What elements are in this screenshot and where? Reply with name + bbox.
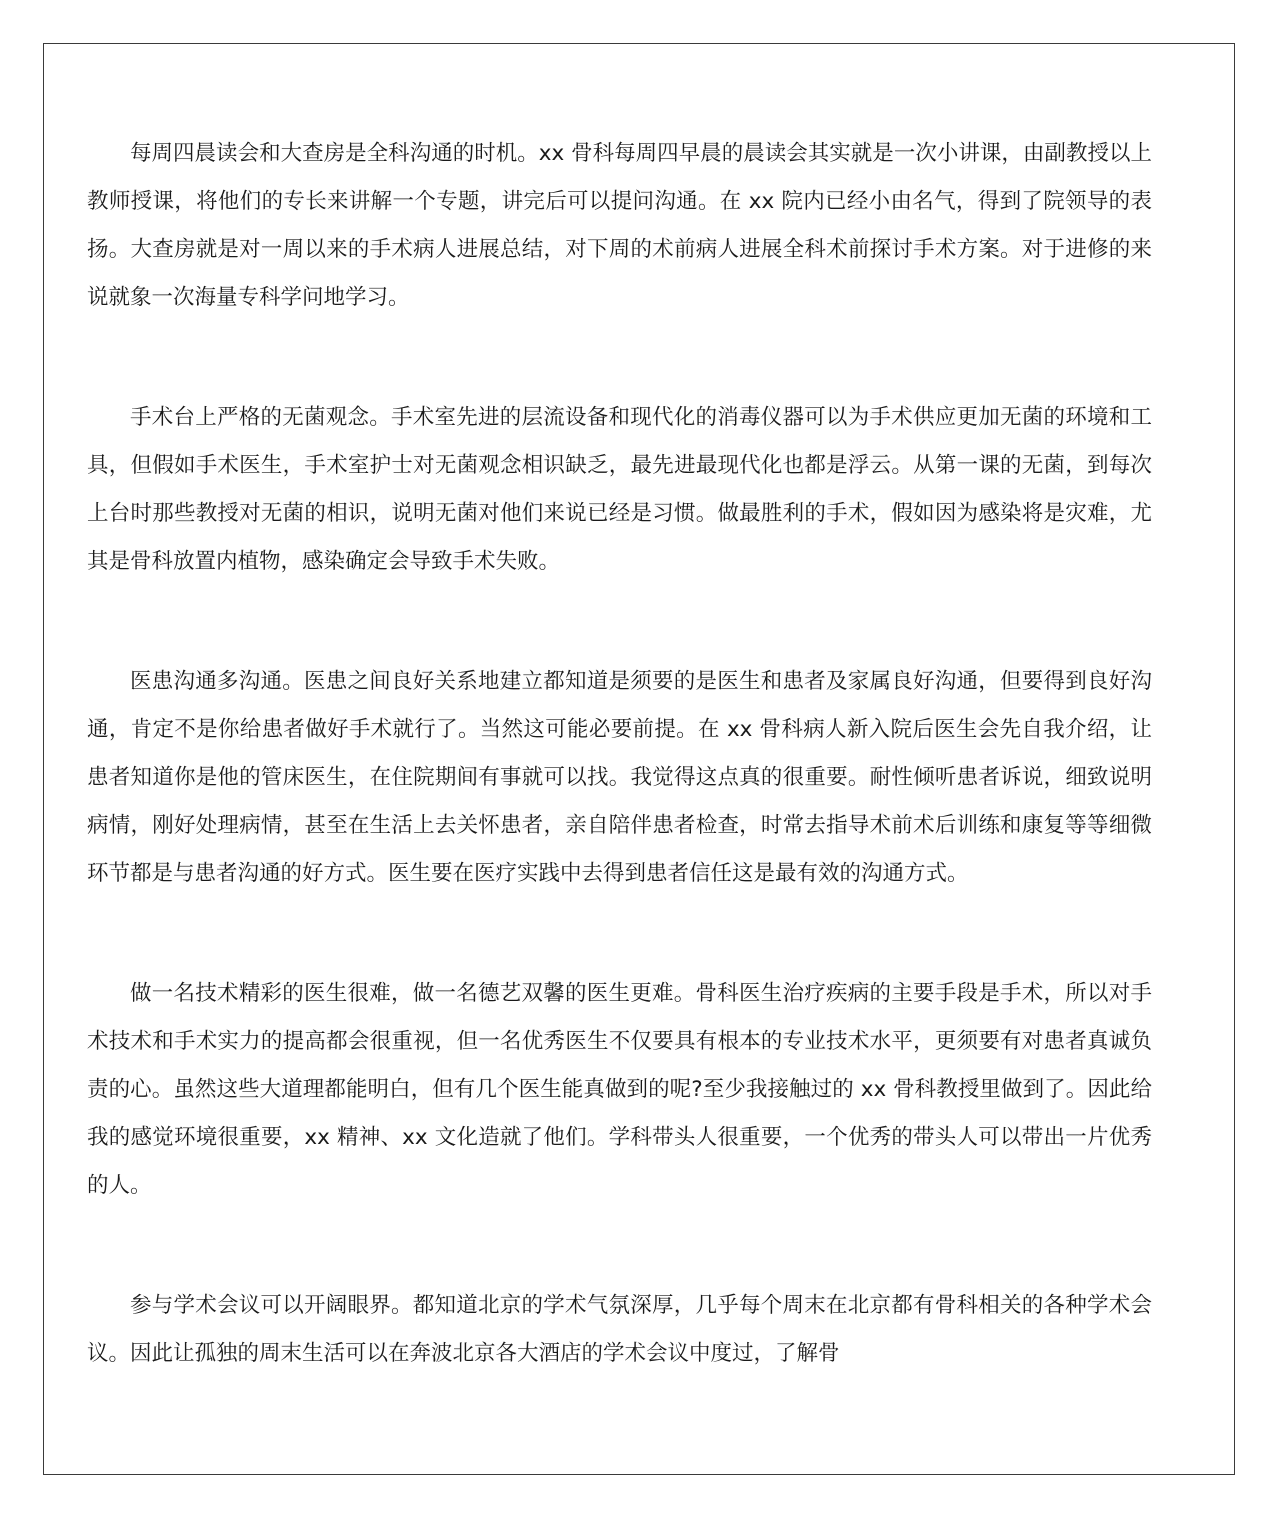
- paragraph-aseptic-concept: 手术台上严格的无菌观念。手术室先进的层流设备和现代化的消毒仪器可以为手术供应更加无菌的环境和工具，但假如手术医生，手术室护士对无菌观念相识缺乏，最先进最现代化也都是浮云。从第一课的无菌，到每次上台时那些教授对无菌的相识，说明无菌对他们来说已经是习惯。做最胜利的手术，假如因为感染将是灾难，尤其是骨科放置内植物，感染确定会导致手术失败。: [87, 405, 1152, 574]
- document-body: [87, 130, 1152, 1378]
- paragraph-academic-conferences: 参与学术会议可以开阔眼界。都知道北京的学术气氛深厚，几乎每个周末在北京都有骨科相关的各种学术会议。因此让孤独的周末生活可以在奔波北京各大酒店的学术会议中度过，了解骨: [87, 1293, 1152, 1366]
- paragraph-doctor-patient-communication: 医患沟通多沟通。医患之间良好关系地建立都知道是须要的是医生和患者及家属良好沟通，但要得到良好沟通，肯定不是你给患者做好手术就行了。当然这可能必要前提。在 xx 骨科病人新入院后医生会先自我介绍，让患者知道你是他的管床医生，在住院期间有事就可以找。我觉得这点真的很重要。耐性倾听患者诉说，细致说明病情，刚好处理病情，甚至在生活上去关怀患者，亲自陪伴患者检查，时常去指导术前术后训练和康复等等细微环节都是与患者沟通的好方式。医生要在医疗实践中去得到患者信任这是最有效的沟通方式。: [87, 669, 1152, 886]
- paragraph-morning-reading: 每周四晨读会和大查房是全科沟通的时机。xx 骨科每周四早晨的晨读会其实就是一次小讲课，由副教授以上教师授课，将他们的专长来讲解一个专题，讲完后可以提问沟通。在 xx 院内已经小由名气，得到了院领导的表扬。大查房就是对一周以来的手术病人进展总结，对下周的术前病人进展全科术前探讨手术方案。对于进修的来说就象一次海量专科学问地学习。: [87, 141, 1152, 310]
- paragraph-good-doctor: 做一名技术精彩的医生很难，做一名德艺双馨的医生更难。骨科医生治疗疾病的主要手段是手术，所以对手术技术和手术实力的提高都会很重视，但一名优秀医生不仅要具有根本的专业技术水平，更须要有对患者真诚负责的心。虽然这些大道理都能明白，但有几个医生能真做到的呢?至少我接触过的 xx 骨科教授里做到了。因此给我的感觉环境很重要，xx 精神、xx 文化造就了他们。学科带头人很重要，一个优秀的带头人可以带出一片优秀的人。: [87, 981, 1152, 1198]
